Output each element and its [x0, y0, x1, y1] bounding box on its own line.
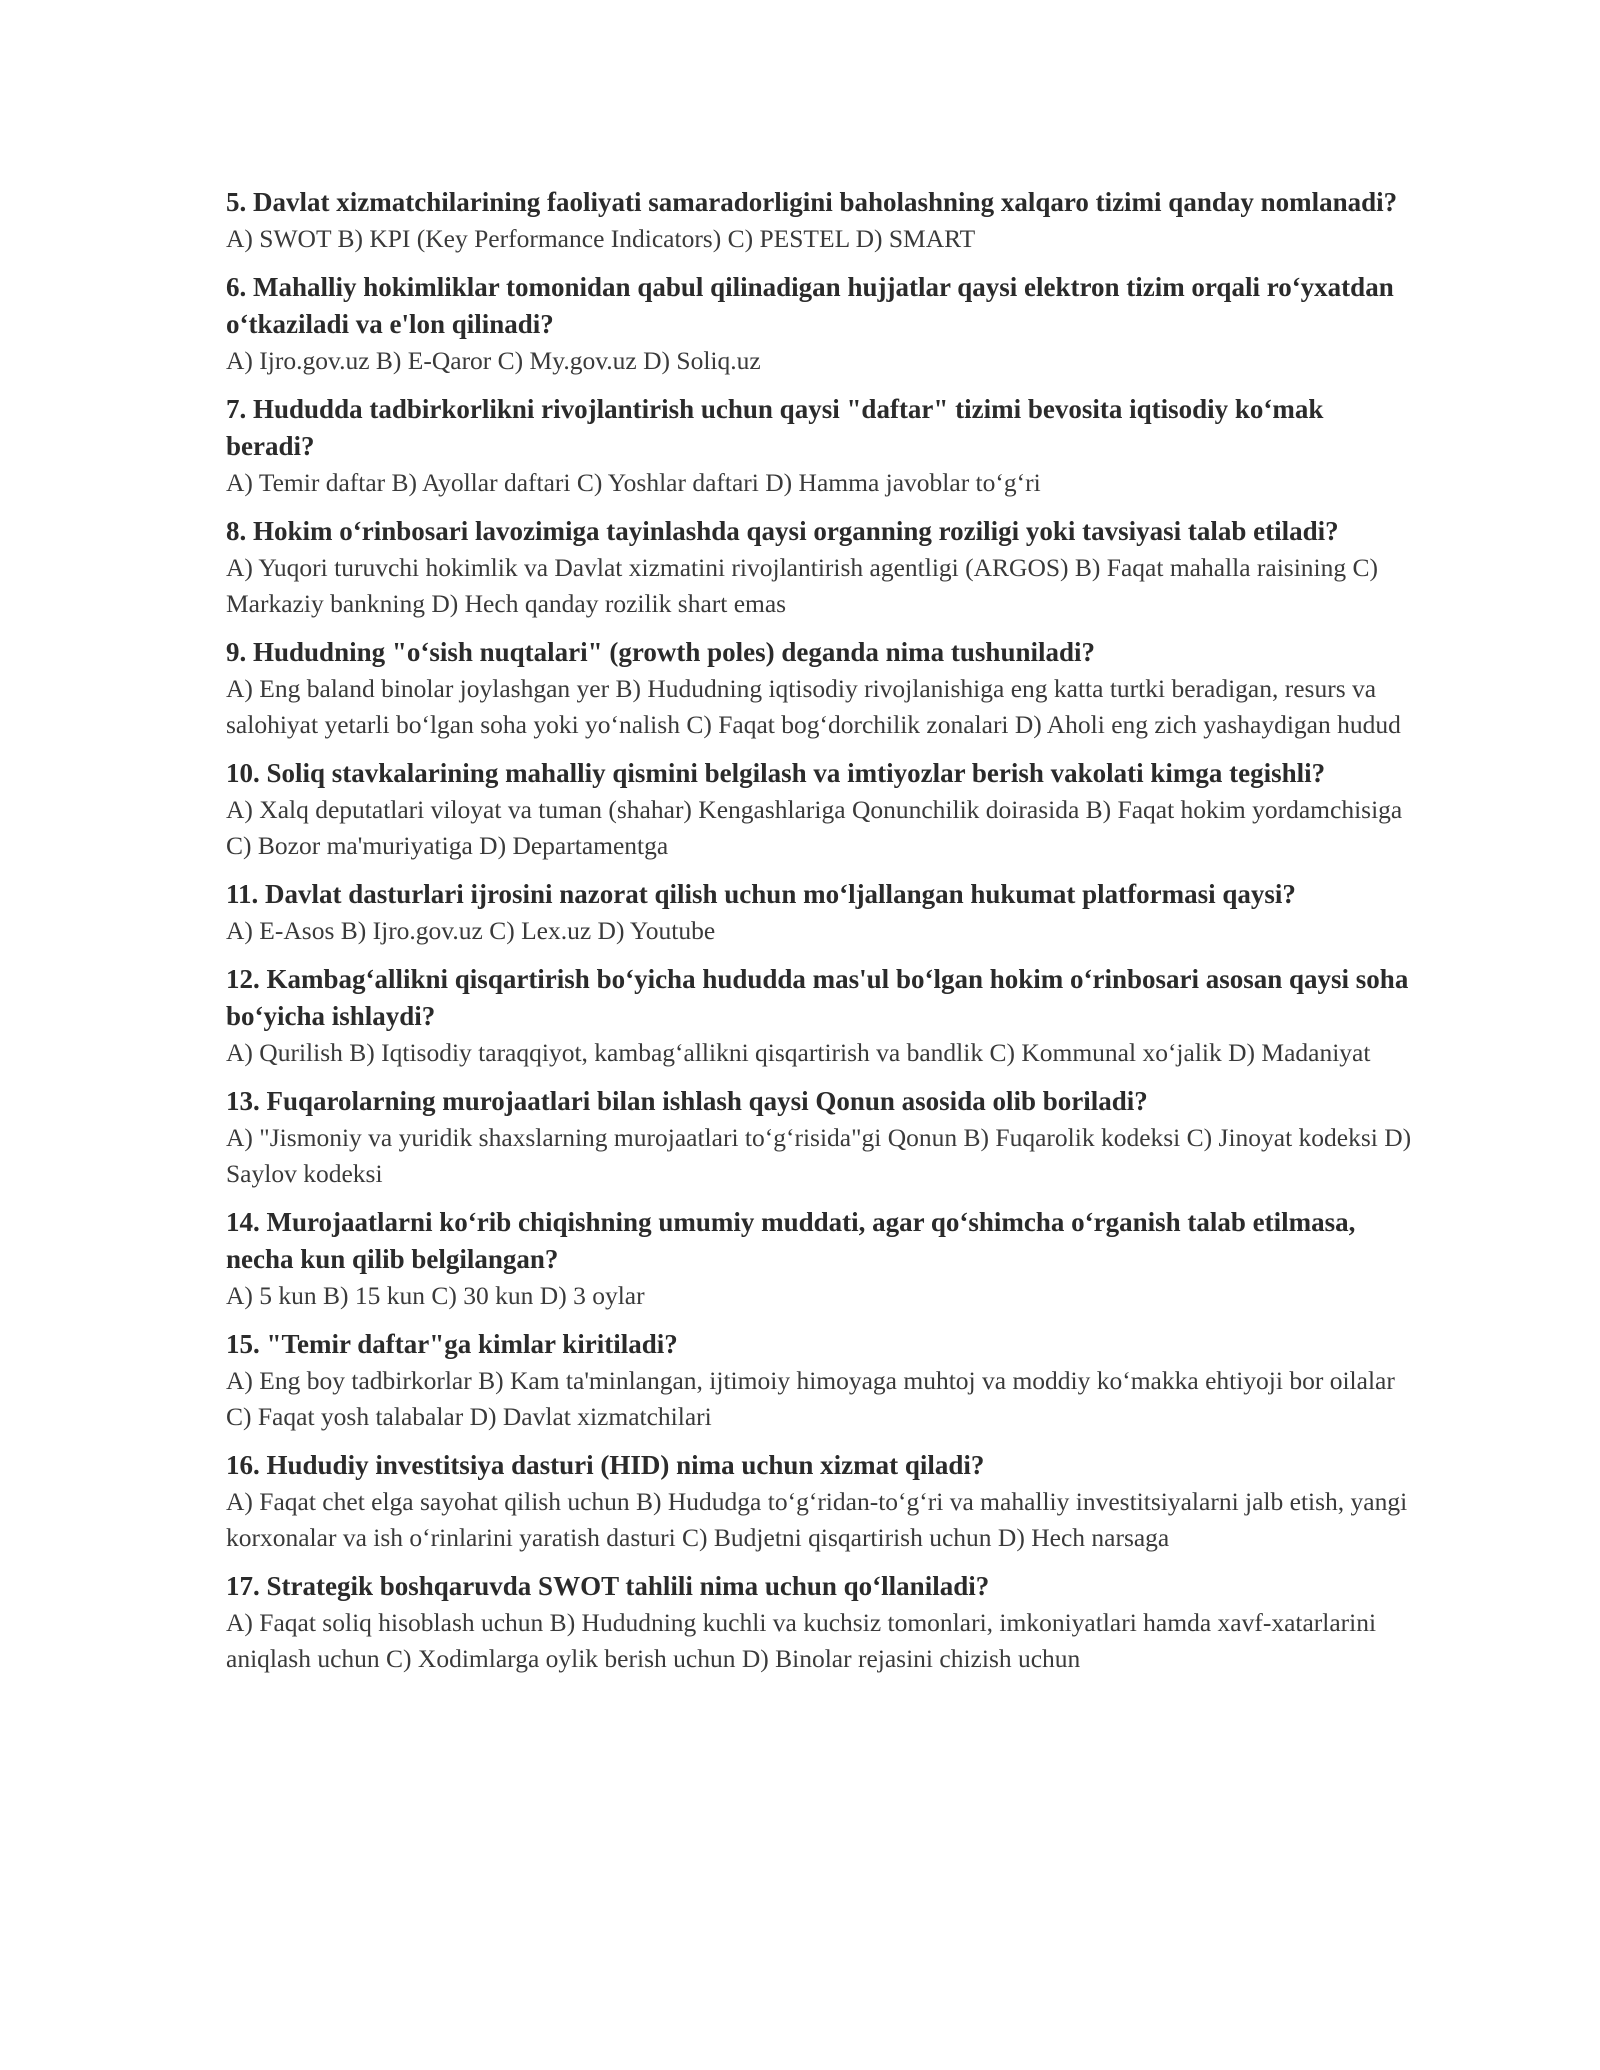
question-text: 5. Davlat xizmatchilarining faoliyati samaradorligini baholashning xalqaro tizimi qanday nomlanadi? — [226, 187, 1398, 217]
question-text: 9. Hududning "o‘sish nuqtalari" (growth poles) deganda nima tushuniladi? — [226, 637, 1095, 667]
answer-options: A) Eng baland binolar joylashgan yer B) Hududning iqtisodiy rivojlanishiga eng katta turtki beradigan, resurs va salohiyat yetarli bo‘lgan soha yoki yo‘nalish C) Faqat bog‘dorchilik zonalari D) Aholi eng zich yashaydigan hudud — [226, 674, 1401, 739]
question-text: 17. Strategik boshqaruvda SWOT tahlili nima uchun qo‘llaniladi? — [226, 1571, 990, 1601]
answer-options: A) SWOT B) KPI (Key Performance Indicators) C) PESTEL D) SMART — [226, 224, 976, 253]
question-item — [226, 513, 1416, 622]
answer-options: A) Qurilish B) Iqtisodiy taraqqiyot, kambag‘allikni qisqartirish va bandlik C) Kommunal xo‘jalik D) Madaniyat — [226, 1038, 1371, 1067]
question-item — [226, 876, 1416, 949]
question-item — [226, 1326, 1416, 1435]
answer-options: A) Yuqori turuvchi hokimlik va Davlat xizmatini rivojlantirish agentligi (ARGOS) B) Faqat mahalla raisining C) Markaziy bankning D) Hech qanday rozilik shart emas — [226, 553, 1379, 618]
question-item — [226, 1568, 1416, 1677]
question-text: 11. Davlat dasturlari ijrosini nazorat qilish uchun mo‘ljallangan hukumat platformasi qaysi? — [226, 879, 1296, 909]
answer-options: A) "Jismoniy va yuridik shaxslarning murojaatlari to‘g‘risida"gi Qonun B) Fuqarolik kodeksi C) Jinoyat kodeksi D) Saylov kodeksi — [226, 1123, 1412, 1188]
question-text: 15. "Temir daftar"ga kimlar kiritiladi? — [226, 1329, 678, 1359]
question-text: 12. Kambag‘allikni qisqartirish bo‘yicha hududda mas'ul bo‘lgan hokim o‘rinbosari asosan qaysi soha bo‘yicha ishlaydi? — [226, 964, 1409, 1031]
question-list — [226, 184, 1416, 1689]
answer-options: A) Eng boy tadbirkorlar B) Kam ta'minlangan, ijtimoiy himoyaga muhtoj va moddiy ko‘makka ehtiyoji bor oilalar C) Faqat yosh talabalar D) Davlat xizmatchilari — [226, 1366, 1395, 1431]
question-item — [226, 1083, 1416, 1192]
question-text: 10. Soliq stavkalarining mahalliy qismini belgilash va imtiyozlar berish vakolati kimga tegishli? — [226, 758, 1326, 788]
question-text: 8. Hokim o‘rinbosari lavozimiga tayinlashda qaysi organning roziligi yoki tavsiyasi talab etiladi? — [226, 516, 1339, 546]
question-item — [226, 391, 1416, 501]
answer-options: A) 5 kun B) 15 kun C) 30 kun D) 3 oylar — [226, 1281, 645, 1310]
question-item — [226, 634, 1416, 743]
answer-options: A) Ijro.gov.uz B) E-Qaror C) My.gov.uz D) Soliq.uz — [226, 346, 761, 375]
question-item — [226, 269, 1416, 379]
answer-options: A) Xalq deputatlari viloyat va tuman (shahar) Kengashlariga Qonunchilik doirasida B) Faqat hokim yordamchisiga C) Bozor ma'muriyatiga D) Departamentga — [226, 795, 1403, 860]
answer-options: A) E-Asos B) Ijro.gov.uz C) Lex.uz D) Youtube — [226, 916, 716, 945]
question-text: 16. Hududiy investitsiya dasturi (HID) nima uchun xizmat qiladi? — [226, 1450, 985, 1480]
question-item — [226, 184, 1416, 257]
question-item — [226, 1204, 1416, 1314]
answer-options: A) Temir daftar B) Ayollar daftari C) Yoshlar daftari D) Hamma javoblar to‘g‘ri — [226, 468, 1041, 497]
question-item — [226, 1447, 1416, 1556]
question-item — [226, 755, 1416, 864]
question-item — [226, 961, 1416, 1071]
answer-options: A) Faqat soliq hisoblash uchun B) Hududning kuchli va kuchsiz tomonlari, imkoniyatlari hamda xavf-xatarlarini aniqlash uchun C) Xodimlarga oylik berish uchun D) Binolar rejasini chizish uchun — [226, 1608, 1377, 1673]
question-text: 14. Murojaatlarni ko‘rib chiqishning umumiy muddati, agar qo‘shimcha o‘rganish talab etilmasa, necha kun qilib belgilangan? — [226, 1207, 1356, 1274]
question-text: 6. Mahalliy hokimliklar tomonidan qabul qilinadigan hujjatlar qaysi elektron tizim orqali ro‘yxatdan o‘tkaziladi va e'lon qilinadi? — [226, 272, 1394, 339]
answer-options: A) Faqat chet elga sayohat qilish uchun B) Hududga to‘g‘ridan-to‘g‘ri va mahalliy investitsiyalarni jalb etish, yangi korxonalar va ish o‘rinlarini yaratish dasturi C) Budjetni qisqartirish uchun D) Hech narsaga — [226, 1487, 1408, 1552]
question-text: 13. Fuqarolarning murojaatlari bilan ishlash qaysi Qonun asosida olib boriladi? — [226, 1086, 1148, 1116]
question-text: 7. Hududda tadbirkorlikni rivojlantirish uchun qaysi "daftar" tizimi bevosita iqtisodiy ko‘mak beradi? — [226, 394, 1324, 461]
